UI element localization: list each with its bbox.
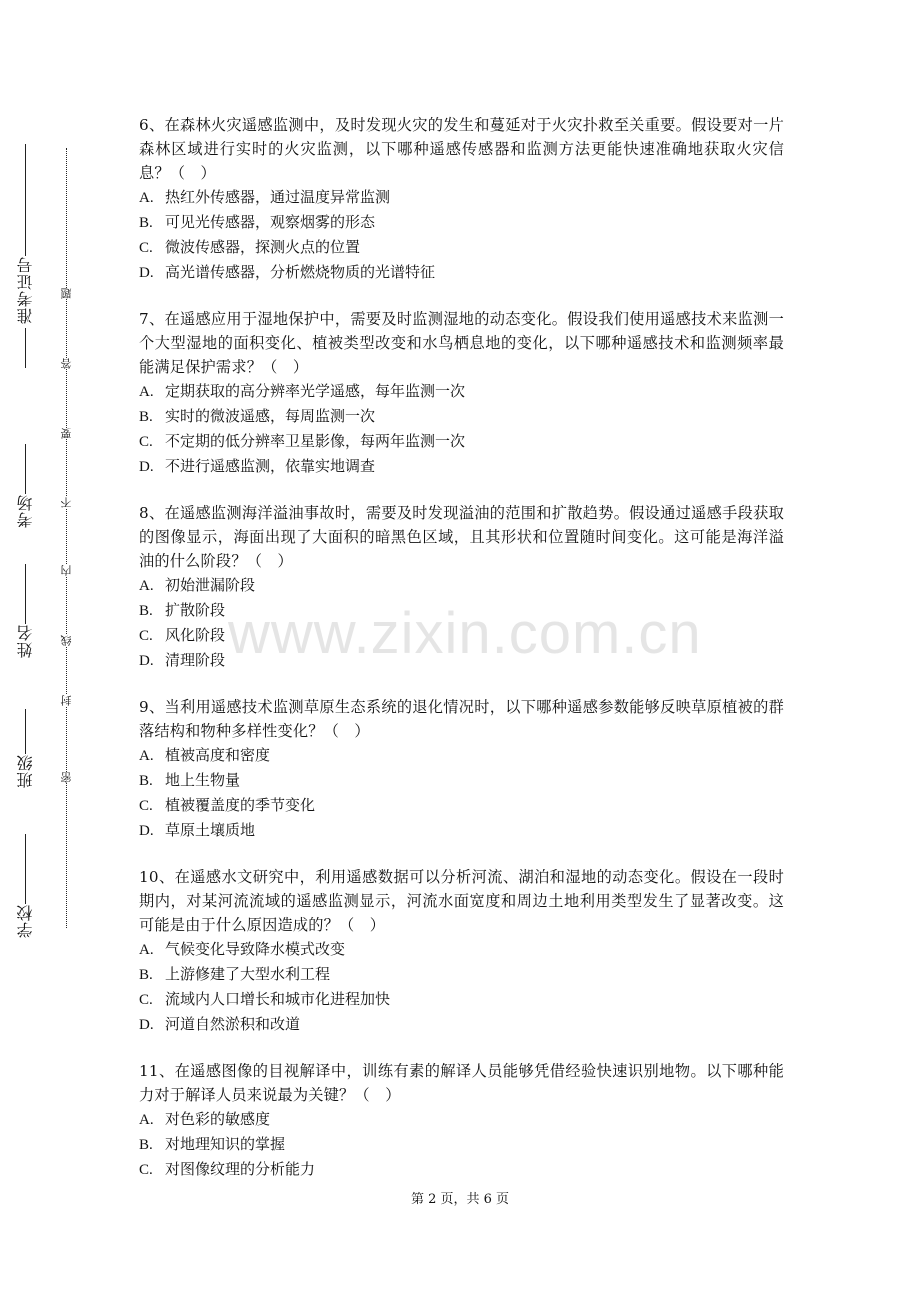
question-6 [139, 113, 784, 285]
option-text: 可见光传感器，观察烟雾的形态 [165, 213, 376, 231]
option-c[interactable] [139, 1157, 784, 1182]
option-text: 定期获取的高分辨率光学遥感，每年监测一次 [165, 382, 466, 400]
option-key: B. [139, 967, 153, 983]
option-text: 对色彩的敏感度 [165, 1110, 271, 1128]
id-label: 准考证号 [16, 256, 35, 324]
option-key: C. [139, 992, 153, 1008]
question-10 [139, 865, 784, 1037]
option-text: 风化阶段 [165, 626, 226, 644]
option-c[interactable] [139, 793, 784, 818]
option-key: A. [139, 384, 154, 400]
option-b[interactable] [139, 404, 784, 429]
seal-char: 内 [60, 565, 73, 576]
name-field [14, 560, 37, 658]
option-d[interactable] [139, 818, 784, 843]
option-text: 初始泄漏阶段 [165, 576, 256, 594]
seal-char: 不 [60, 497, 73, 508]
option-text: 植被覆盖度的季节变化 [165, 796, 316, 814]
option-b[interactable] [139, 962, 784, 987]
option-text: 实时的微波遥感，每周监测一次 [165, 407, 376, 425]
room-underline [25, 444, 26, 494]
option-key: A. [139, 748, 154, 764]
option-b[interactable] [139, 598, 784, 623]
option-c[interactable] [139, 623, 784, 648]
option-text: 对地理知识的掌握 [165, 1135, 286, 1153]
option-key: B. [139, 773, 153, 789]
option-key: D. [139, 1017, 154, 1033]
page-footer: 第 2 页，共 6 页 [410, 1192, 510, 1207]
room-label: 考场 [16, 494, 35, 528]
option-b[interactable] [139, 210, 784, 235]
option-key: C. [139, 628, 153, 644]
option-d[interactable] [139, 260, 784, 285]
option-key: D. [139, 459, 154, 475]
question-9 [139, 695, 784, 843]
seal-char: 封 [60, 695, 73, 706]
option-key: D. [139, 653, 154, 669]
question-list [139, 113, 784, 1204]
option-key: B. [139, 603, 153, 619]
question-7 [139, 307, 784, 479]
option-text: 上游修建了大型水利工程 [165, 965, 331, 983]
class-field [14, 705, 37, 788]
name-underline [25, 564, 26, 624]
option-key: D. [139, 823, 154, 839]
seal-dotted-line [66, 148, 67, 928]
id-field [14, 140, 37, 368]
question-11 [139, 1059, 784, 1182]
option-text: 河道自然淤积和改道 [165, 1015, 301, 1033]
question-8 [139, 501, 784, 673]
option-text: 流域内人口增长和城市化进程加快 [165, 990, 391, 1008]
seal-char: 要 [60, 428, 73, 439]
option-a[interactable] [139, 573, 784, 598]
id-underline-2 [25, 328, 26, 368]
option-text: 高光谱传感器，分析燃烧物质的光谱特征 [165, 263, 436, 281]
option-c[interactable] [139, 987, 784, 1012]
option-b[interactable] [139, 768, 784, 793]
option-key: A. [139, 942, 154, 958]
question-stem: 10、在遥感水文研究中，利用遥感数据可以分析河流、湖泊和湿地的动态变化。假设在一段时期内，对某河流流域的遥感监测显示，河流水面宽度和周边土地利用类型发生了显著改变。这可能是由于什么原因造成的？（ ） [139, 868, 784, 934]
question-stem: 11、在遥感图像的目视解译中，训练有素的解译人员能够凭借经验快速识别地物。以下哪种能力对于解译人员来说最为关键？（ ） [139, 1062, 784, 1104]
option-text: 不定期的低分辨率卫星影像，每两年监测一次 [165, 432, 466, 450]
seal-char: 题 [60, 288, 73, 299]
option-d[interactable] [139, 1012, 784, 1037]
option-a[interactable] [139, 1107, 784, 1132]
option-a[interactable] [139, 937, 784, 962]
school-label: 学校 [16, 904, 35, 938]
room-field [14, 440, 37, 528]
option-d[interactable] [139, 454, 784, 479]
option-text: 气候变化导致降水模式改变 [165, 940, 346, 958]
option-key: C. [139, 434, 153, 450]
option-text: 热红外传感器，通过温度异常监测 [165, 188, 391, 206]
question-stem: 9、当利用遥感技术监测草原生态系统的退化情况时，以下哪种遥感参数能够反映草原植被的群落结构和物种多样性变化？（ ） [139, 698, 784, 740]
option-text: 地上生物量 [165, 771, 241, 789]
option-a[interactable] [139, 185, 784, 210]
question-stem: 6、在森林火灾遥感监测中，及时发现火灾的发生和蔓延对于火灾扑救至关重要。假设要对一片森林区域进行实时的火灾监测，以下哪种遥感传感器和监测方法更能快速准确地获取火灾信息？（ ） [139, 116, 784, 182]
option-b[interactable] [139, 1132, 784, 1157]
option-key: D. [139, 265, 154, 281]
question-stem: 8、在遥感监测海洋溢油事故时，需要及时发现溢油的范围和扩散趋势。假设通过遥感手段获取的图像显示，海面出现了大面积的暗黑色区域，且其形状和位置随时间变化。这可能是海洋溢油的什么阶段？（ ） [139, 504, 784, 570]
seal-char: 密 [60, 772, 73, 783]
option-text: 清理阶段 [165, 651, 226, 669]
option-key: B. [139, 1137, 153, 1153]
id-underline [25, 144, 26, 256]
name-label: 姓名 [16, 624, 35, 658]
option-d[interactable] [139, 648, 784, 673]
option-key: C. [139, 240, 153, 256]
option-c[interactable] [139, 235, 784, 260]
option-a[interactable] [139, 743, 784, 768]
class-label: 班级 [16, 754, 35, 788]
watermark: www.zixin.com.cn [228, 601, 702, 666]
option-text: 草原土壤质地 [165, 821, 256, 839]
option-text: 对图像纹理的分析能力 [165, 1160, 316, 1178]
school-underline [25, 834, 26, 904]
option-key: B. [139, 409, 153, 425]
option-key: A. [139, 190, 154, 206]
option-text: 不进行遥感监测，依靠实地调查 [165, 457, 376, 475]
option-text: 植被高度和密度 [165, 746, 271, 764]
option-key: A. [139, 578, 154, 594]
option-key: B. [139, 215, 153, 231]
option-text: 扩散阶段 [165, 601, 226, 619]
option-a[interactable] [139, 379, 784, 404]
school-field [14, 830, 37, 938]
seal-char: 答 [60, 358, 73, 369]
option-text: 微波传感器，探测火点的位置 [165, 238, 361, 256]
option-key: A. [139, 1112, 154, 1128]
class-underline [25, 709, 26, 754]
option-key: C. [139, 1162, 153, 1178]
option-c[interactable] [139, 429, 784, 454]
binding-strip [0, 140, 100, 940]
option-key: C. [139, 798, 153, 814]
seal-char: 线 [60, 635, 73, 646]
question-stem: 7、在遥感应用于湿地保护中，需要及时监测湿地的动态变化。假设我们使用遥感技术来监测一个大型湿地的面积变化、植被类型改变和水鸟栖息地的变化，以下哪种遥感技术和监测频率最能满足保护需求？（ ） [139, 310, 784, 376]
